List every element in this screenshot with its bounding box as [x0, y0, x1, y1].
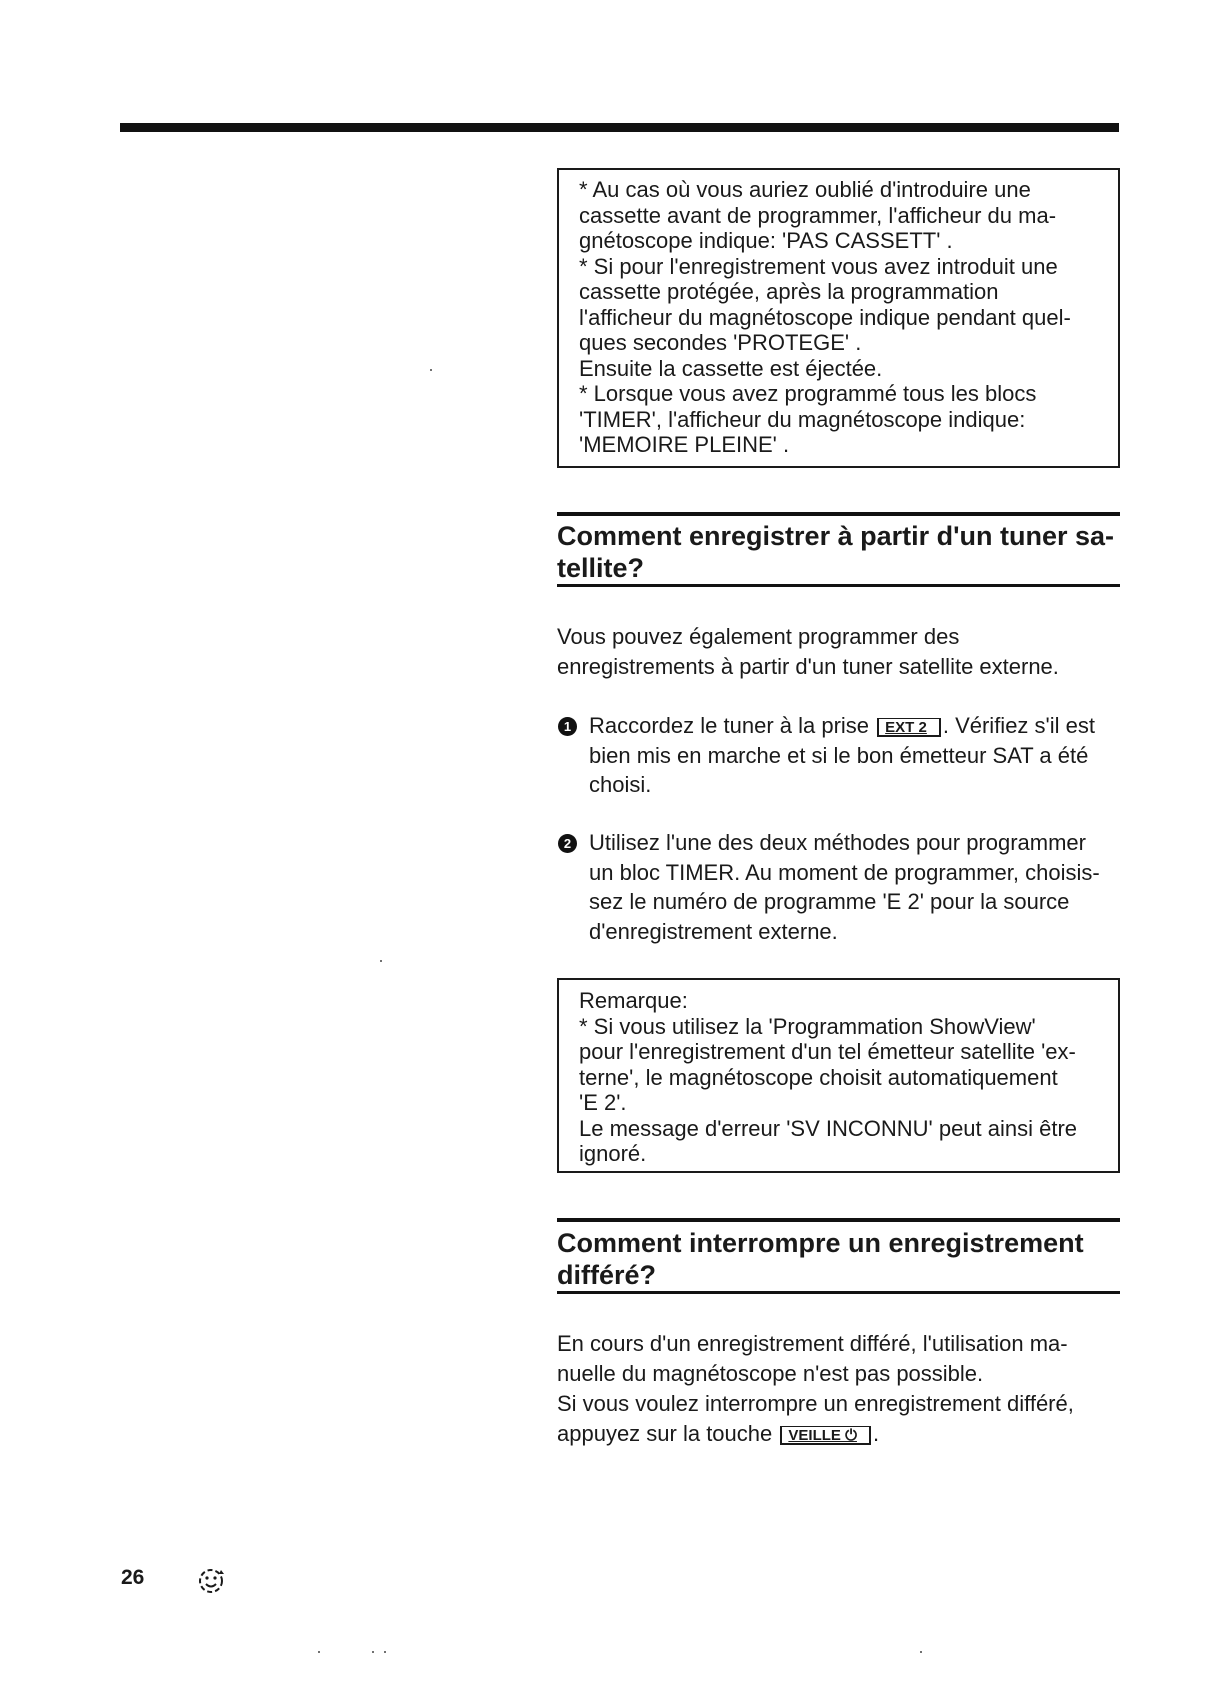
- ext2-key-label: EXT 2: [877, 718, 941, 737]
- para-line: Vous pouvez également programmer des: [557, 624, 960, 649]
- note-line: * Si pour l'enregistrement vous avez introduit une: [579, 253, 1058, 279]
- step-2: [557, 828, 1120, 946]
- standby-text-before-key: appuyez sur la touche: [557, 1421, 773, 1446]
- note-line: * Si vous utilisez la 'Programmation ShowView': [579, 1013, 1036, 1039]
- section-2-top-rule: [557, 1218, 1120, 1222]
- note-line: gnétoscope indique: 'PAS CASSETT' .: [579, 228, 953, 253]
- step-line: d'enregistrement externe.: [589, 918, 838, 944]
- note-line: Ensuite la cassette est éjectée.: [579, 355, 883, 381]
- section-1-heading: [557, 520, 1120, 584]
- note-line: * Au cas où vous auriez oublié d'introduire une: [579, 177, 1031, 202]
- print-speck: [384, 1651, 386, 1653]
- section-1-bottom-rule: [557, 584, 1120, 587]
- print-speck: [318, 1651, 320, 1653]
- heading-line: Comment enregistrer à partir d'un tuner sa-: [557, 521, 1115, 551]
- para-line: Si vous voulez interrompre un enregistrement différé,: [557, 1391, 1074, 1416]
- section-2-body: [557, 1329, 1120, 1449]
- para-line: nuelle du magnétoscope n'est pas possible.: [557, 1361, 984, 1386]
- section-1-intro: [557, 622, 1120, 682]
- step-line: bien mis en marche et si le bon émetteur SAT a été: [589, 742, 1089, 768]
- step-number-badge: 1: [558, 717, 577, 736]
- section-1-top-rule: [557, 512, 1120, 516]
- step-line: sez le numéro de programme 'E 2' pour la source: [589, 889, 1070, 914]
- step-line: Utilisez l'une des deux méthodes pour programmer: [589, 830, 1086, 855]
- note-box-remark: [557, 978, 1120, 1173]
- globe-icon: [195, 1565, 227, 1597]
- note-line: Remarque:: [579, 988, 688, 1013]
- note-line: 'E 2'.: [579, 1090, 627, 1115]
- note-line: ignoré.: [579, 1141, 647, 1166]
- para-line: En cours d'un enregistrement différé, l'utilisation ma-: [557, 1331, 1068, 1356]
- print-speck: [380, 960, 382, 962]
- step-1: [557, 711, 1120, 800]
- print-speck: [920, 1651, 922, 1653]
- heading-line: tellite?: [557, 553, 645, 583]
- note-line: ques secondes 'PROTEGE' .: [579, 330, 862, 355]
- para-line: enregistrements à partir d'un tuner satellite externe.: [557, 654, 1059, 679]
- heading-line: Comment interrompre un enregistrement: [557, 1228, 1084, 1258]
- para-line: [557, 1419, 1120, 1449]
- top-rule: [120, 123, 1119, 132]
- step-line: choisi.: [589, 772, 652, 797]
- note-box-cassette-messages: [557, 168, 1120, 468]
- print-speck: [430, 369, 432, 371]
- note-line: pour l'enregistrement d'un tel émetteur satellite 'ex-: [579, 1039, 1076, 1064]
- note-line: 'MEMOIRE PLEINE' .: [579, 432, 790, 457]
- note-line: Le message d'erreur 'SV INCONNU' peut ainsi être: [579, 1115, 1078, 1141]
- print-speck: [372, 1651, 374, 1653]
- note-line: l'afficheur du magnétoscope indique pendant quel-: [579, 304, 1071, 330]
- heading-line: différé?: [557, 1260, 657, 1290]
- step-1-text-before-key: Raccordez le tuner à la prise: [589, 713, 870, 738]
- section-2-heading: [557, 1227, 1120, 1291]
- step-1-text-after-key: . Vérifiez s'il est: [942, 713, 1095, 738]
- standby-text-after-key: .: [872, 1421, 880, 1446]
- note-line: 'TIMER', l'afficheur du magnétoscope indique:: [579, 406, 1026, 432]
- note-line: cassette protégée, après la programmation: [579, 279, 999, 304]
- step-number-badge: 2: [558, 834, 577, 853]
- standby-key-label: VEILLE ⏻: [780, 1426, 871, 1445]
- note-line: * Lorsque vous avez programmé tous les blocs: [579, 381, 1037, 406]
- page-number: 26: [121, 1566, 145, 1589]
- step-line: [589, 711, 1120, 741]
- note-line: cassette avant de programmer, l'afficheur du ma-: [579, 202, 1057, 228]
- step-line: un bloc TIMER. Au moment de programmer, choisis-: [589, 859, 1100, 885]
- section-2-bottom-rule: [557, 1291, 1120, 1294]
- note-line: terne', le magnétoscope choisit automatiquement: [579, 1064, 1058, 1090]
